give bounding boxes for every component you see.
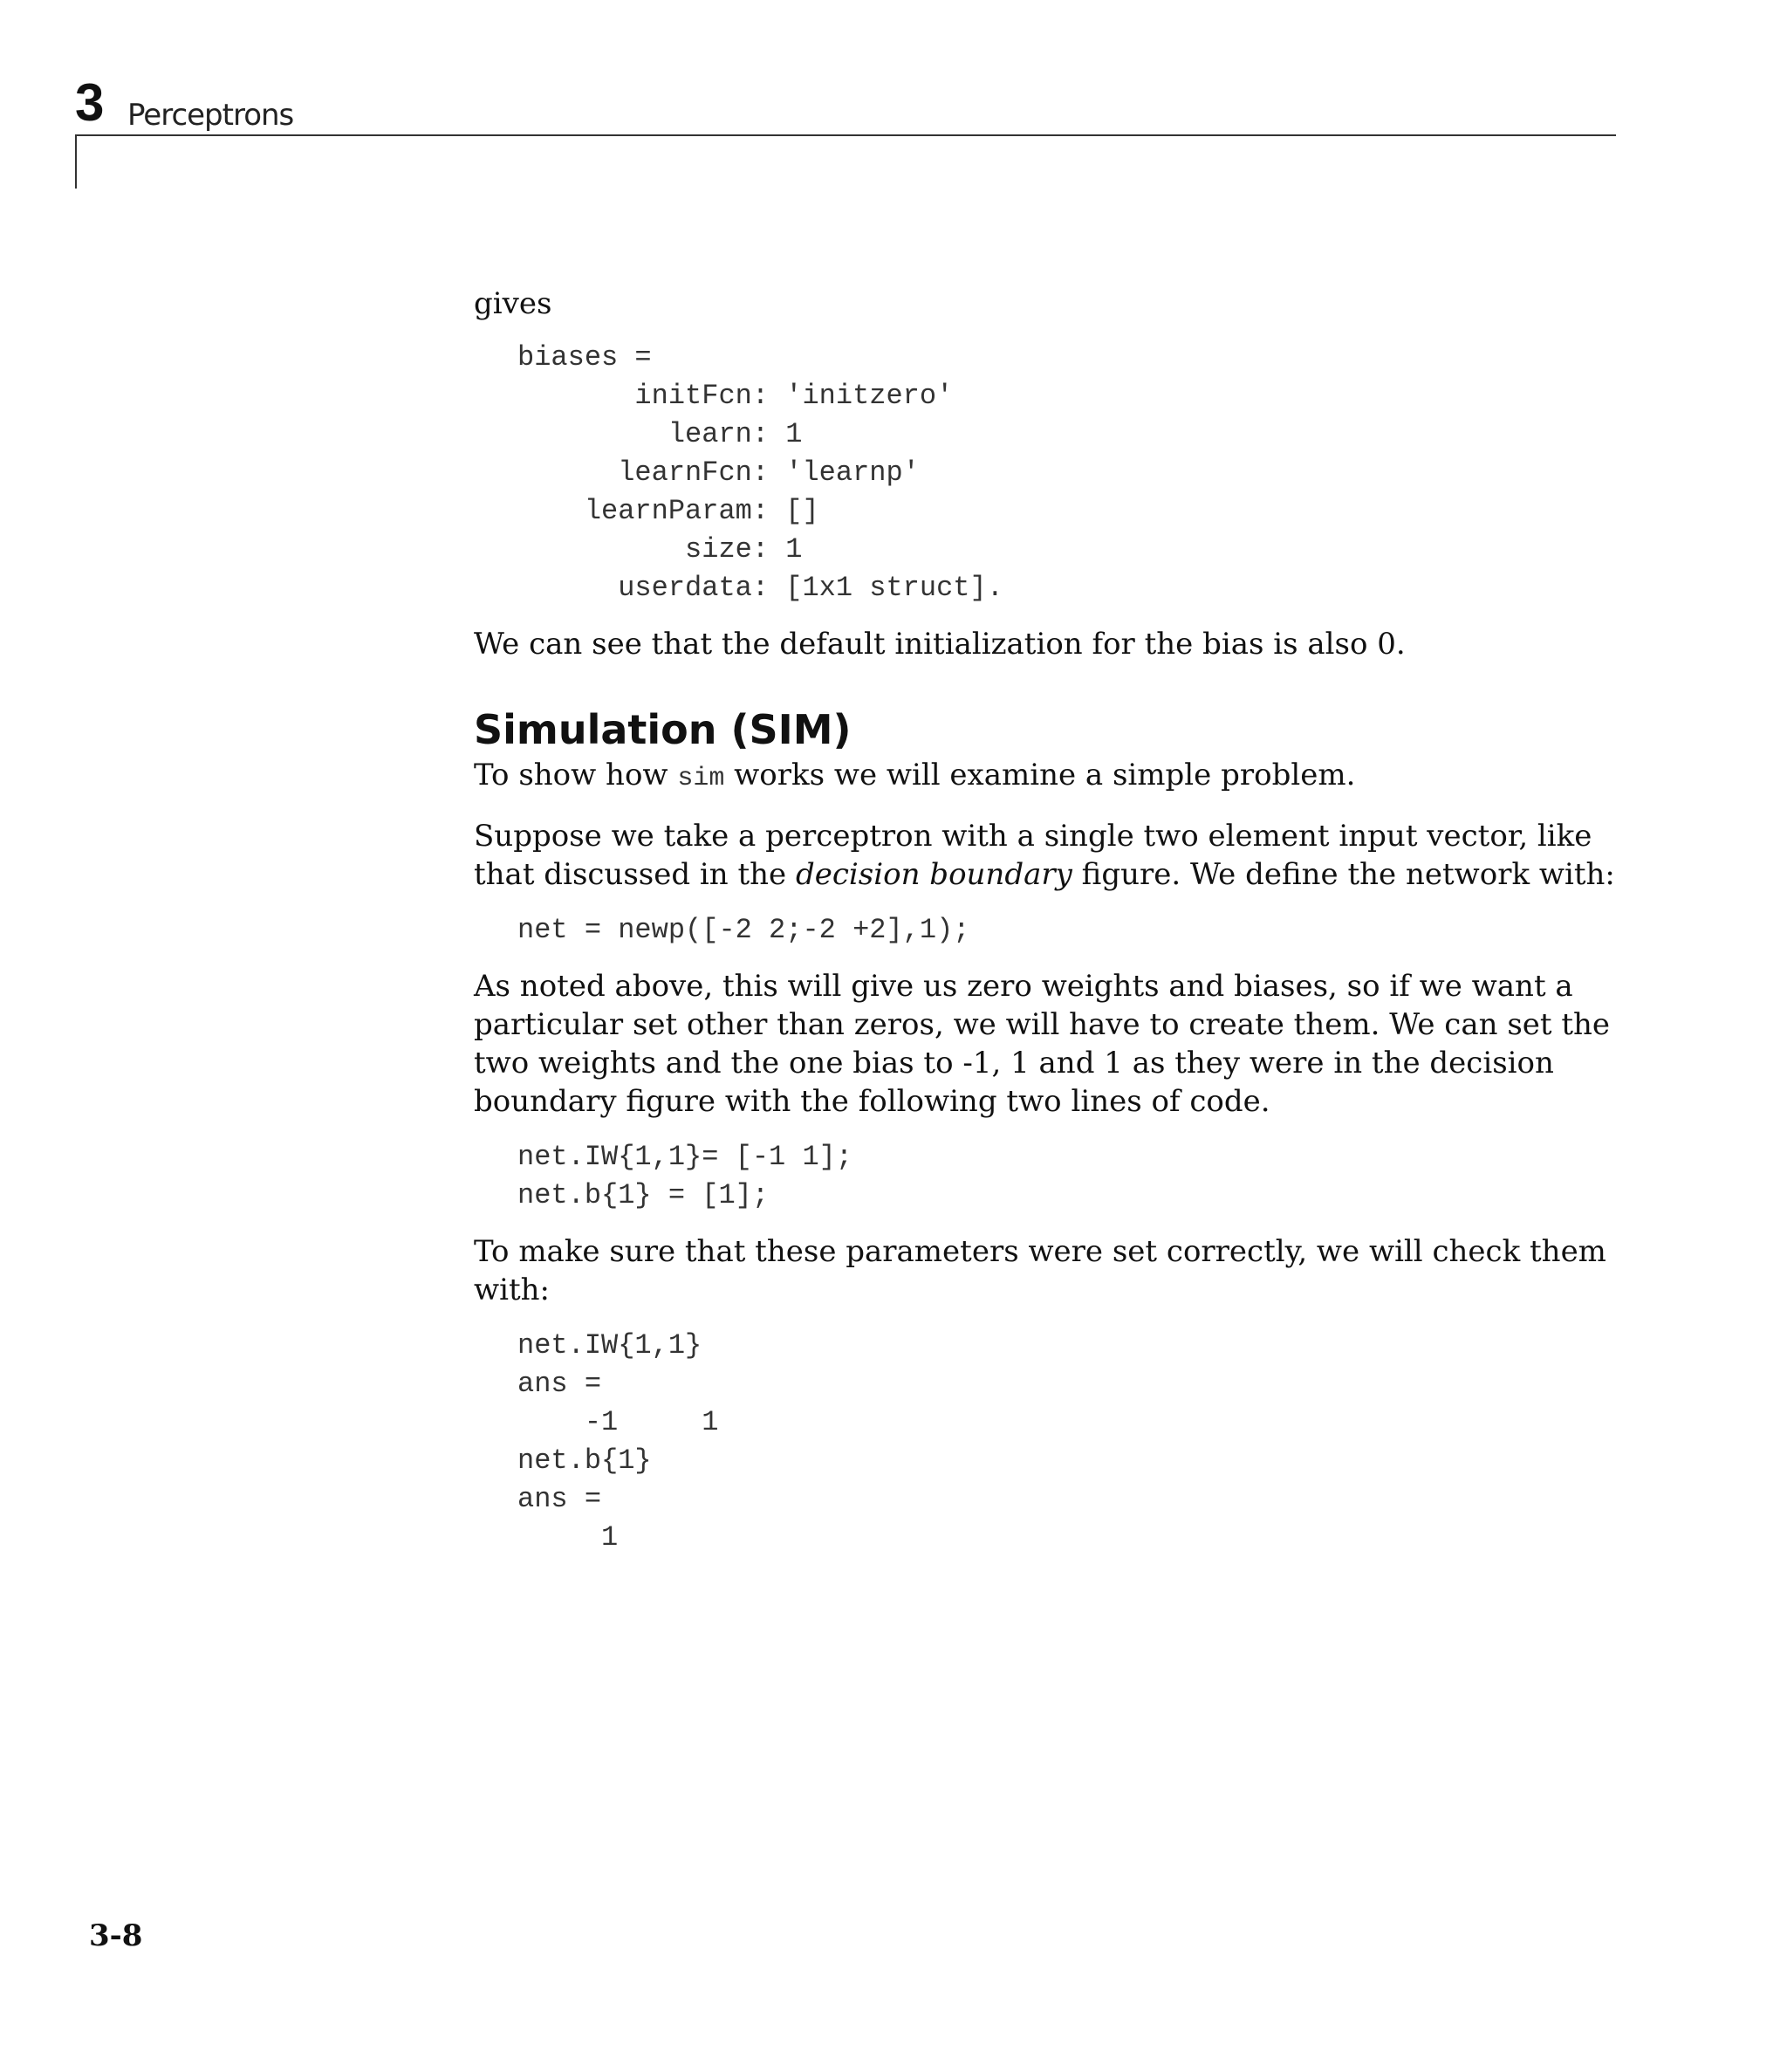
set-weights-code-block: net.IW{1,1}= [-1 1]; net.b{1} = [1]; (517, 1141, 853, 1211)
newp-code-block: net = newp([-2 2;-2 +2],1); (517, 914, 970, 946)
biases-code-block: biases = initFcn: 'initzero' learn: 1 learnFcn: 'learnp' learnParam: [] size: 1 userdata: [1x1 struct]. (517, 341, 1003, 604)
suppose-text-after: figure. We define the network with: (1072, 857, 1615, 892)
bias-default-paragraph: We can see that the default initialization for the bias is also 0. (474, 627, 1406, 662)
sim-intro-paragraph (474, 756, 1626, 798)
sim-inline-code: sim (677, 764, 725, 793)
page-number: 3-8 (89, 1918, 143, 1953)
noted-above-paragraph: As noted above, this will give us zero weights and biases, so if we want a particular set other than zeros, we will have to create them. We can set the two weights and the one bias to -1, 1 and 1 as they were in the decision boundary figure with the following two lines of code. (474, 969, 1611, 1119)
main-content (474, 285, 1626, 1557)
sim-intro-text-before: To show how (474, 758, 678, 792)
sim-intro-text-after: works we will examine a simple problem. (724, 758, 1356, 792)
chapter-title: Perceptrons (127, 98, 294, 133)
suppose-text-before: Suppose we take a perceptron with a single two element input vector, like that discussed in the (474, 819, 1592, 892)
header-rule (75, 134, 1616, 136)
header-tick (75, 134, 77, 189)
decision-boundary-emphasis: decision boundary (796, 857, 1072, 892)
chapter-number: 3 (75, 73, 105, 132)
check-code-block: net.IW{1,1} ans = -1 1 net.b{1} ans = 1 (517, 1329, 719, 1554)
make-sure-paragraph: To make sure that these parameters were set correctly, we will check them with: (474, 1234, 1606, 1307)
suppose-paragraph (474, 817, 1626, 894)
intro-text: gives (474, 286, 552, 321)
section-heading: Simulation (SIM) (474, 706, 852, 753)
